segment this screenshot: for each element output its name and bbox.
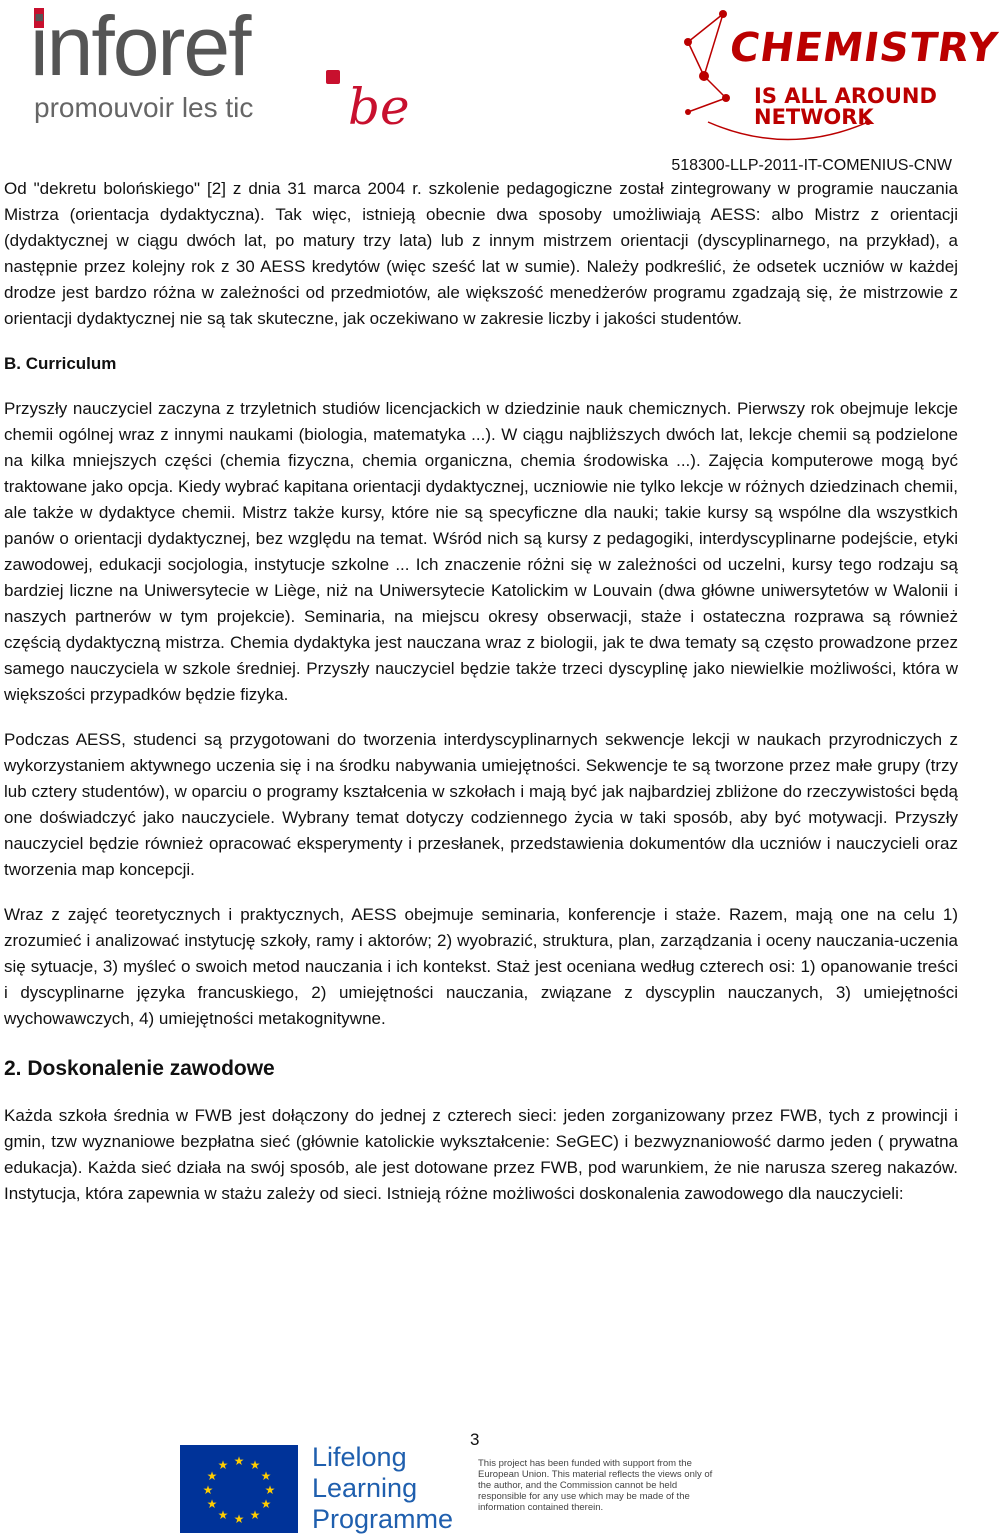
svg-text:★: ★ [264, 1483, 276, 1497]
inforef-suffix: be [348, 78, 410, 136]
svg-text:★: ★ [233, 1454, 245, 1468]
heading-professional-development: 2. Doskonalenie zawodowe [4, 1057, 275, 1080]
eu-stars-icon [180, 1445, 298, 1533]
heading-curriculum: B. Curriculum [4, 354, 117, 373]
svg-text:★: ★ [217, 1508, 229, 1522]
paragraph-curriculum: Przyszły nauczyciel zaczyna z trzyletnich studiów licencjackich w dziedzinie nauk chemicznych. Pierwszy rok obejmuje lekcje chemii ogólnej wraz z innymi naukami (biologia, matematyka ...). W ciągu najbliższych dwóch lat, lekcje chemii są podzielone na kilka mniejszych części (chemia fizyczna, chemia organiczna, chemia środowiska ...). Zajęcia komputerowe mogą być traktowane jako opcja. Kiedy wybrać kapitana orientacji dydaktycznej, uczniowie nie tylko lekcje w różnych dziedzinach chemii, ale także w dydaktyce chemii. Mistrz także kursy, które nie są specyficzne dla nauki; takie kursy są wspólne dla wszystkich panów o orientacji dydaktycznej, bez względu na temat. Wśród nich są kursy z pedagogiki, interdyscyplinarne podejście, etyki zawodowej, edukacji socjologia, instytucje szkolne ... Ich znaczenie różni się w zależności od uczelni, kursy tego rodzaju są bardziej liczne na Uniwersytecie w Liège, niż na Uniwersytecie Katolickim w Louvain (dwa główne uniwersytetów w Walonii i naszych partnerów w tym projekcie). Seminaria, na miejscu okresy obserwacji, staże i ostateczna rozprawa są również częścią dydaktyczną mistrza. Chemia dydaktyka jest nauczana wraz z biologii, jak te dwa tematy są często prowadzone przez samego nauczyciela w szkole średniej. Przyszły nauczyciel będzie także trzeci dyscyplinę jako niewielkie możliwości, która w większości przypadków będzie fizyka. [4, 399, 958, 704]
svg-text:★: ★ [260, 1469, 272, 1483]
llp-line-1: Lifelong [312, 1442, 407, 1472]
paragraph-networks: Każda szkoła średnia w FWB jest dołączony do jednej z czterech sieci: jeden zorganizowany przez FWB, tych z prowincji i gmin, tzw wyznaniowe bezpłatna sieć (głównie katolickie wykształcenie: SeGEC) i bezwyznaniowość darmo jeden ( prywatna edukacja). Każda sieć działa na swój sposób, ale jest dotowane przez FWB, pod warunkiem, że nie narusza szereg nakazów. Instytucja, która zapewnia w stażu zależy od sieci. Istnieją różne możliwości doskonalenia zawodowego dla nauczycieli: [4, 1106, 958, 1203]
document-body [4, 176, 958, 1207]
svg-text:★: ★ [206, 1469, 218, 1483]
paragraph-seminars: Wraz z zajęć teoretycznych i praktycznych, AESS obejmuje seminaria, konferencje i staże. Razem, mają one na celu 1) zrozumieć i analizować instytucję szkoły, ramy i aktorów; 2) wyobrazić, struktura, plan, zarządzania i oceny nauczania-uczenia się sytuacje, 3) myśleć o swoich metod nauczania i ich kontekst. Staż jest oceniana według czterech osi: 1) opanowanie treści i dyscyplinarne języka francuskiego, 2) umiejętności nauczania, związane z dyscyplin nauczanych, 3) umiejętności wychowawczych, 4) umiejętności metakognitywne. [4, 905, 958, 1028]
svg-text:★: ★ [233, 1512, 245, 1526]
llp-line-2: Learning [312, 1473, 418, 1503]
inforef-word: inforef [30, 0, 250, 93]
paragraph-aess: Podczas AESS, studenci są przygotowani do tworzenia interdyscyplinarnych sekwencje lekcji w naukach przyrodniczych z wykorzystaniem aktywnego uczenia się i na środku nabywania umiejętności. Sekwencje te są tworzone przez małe grupy (trzy lub cztery studentów), w oparciu o programy kształcenia w szkołach i mają być jak najbardziej zbliżone do rzeczywistości będą one doświadczyć jako nauczyciele. Wybrany temat dotyczy codziennego życia w taki sposób, aby być motywacji. Przyszły nauczyciel będzie również opracować eksperymenty i przesłanek, przedstawienia dokumentów dla uczniów i nauczycieli oraz tworzenia map koncepcji. [4, 730, 958, 879]
svg-text:★: ★ [202, 1483, 214, 1497]
project-code: 518300-LLP-2011-IT-COMENIUS-CNW [671, 157, 952, 174]
chemistry-title: CHEMISTRY [726, 25, 1001, 71]
chemistry-logo [668, 2, 1001, 150]
llp-line-3: Programme [312, 1504, 454, 1534]
paragraph-bologna: Od "dekretu bolońskiego" [2] z dnia 31 marca 2004 r. szkolenie pedagogiczne został zintegrowany w programie nauczania Mistrza (orientacja dydaktyczna). Tak więc, istnieją obecnie dwa sposoby umożliwiają AESS: albo Mistrz z orientacji (dydaktycznej w ciągu dwóch lat, po matury trzy lata) lub z innym mistrzem orientacji (dyscyplinarnego, na przykład), a następnie przez kolejny rok z 30 AESS kredytów (więc sześć lat w sumie). Należy podkreślić, że odsetek uczniów w każdej drodze jest bardzo różna w zależności od przedmiotów, ale większość menedżerów programu zgadzają się, że mistrzowie z orientacji dydaktycznej nie są tak skuteczne, jak oczekiwano w zakresie liczby i jakości studentów. [4, 179, 958, 328]
inforef-dot [326, 70, 340, 84]
inforef-tagline: promouvoir les tic [34, 92, 254, 123]
llp-logo-text [312, 1442, 453, 1535]
svg-text:★: ★ [217, 1458, 229, 1472]
svg-text:★: ★ [260, 1497, 272, 1511]
eu-flag-icon [180, 1445, 298, 1533]
svg-text:★: ★ [249, 1458, 261, 1472]
chemistry-subtitle: IS ALL AROUND NETWORK [754, 84, 937, 129]
svg-text:★: ★ [249, 1508, 261, 1522]
page-number: 3 [470, 1430, 480, 1449]
svg-text:★: ★ [206, 1497, 218, 1511]
inforef-logo [30, 0, 410, 136]
eu-disclaimer: This project has been funded with support from the European Union. This material reflects the views only of the author, and the Commission cannot be held responsible for any use which may be made of the information contained therein. [478, 1458, 713, 1513]
